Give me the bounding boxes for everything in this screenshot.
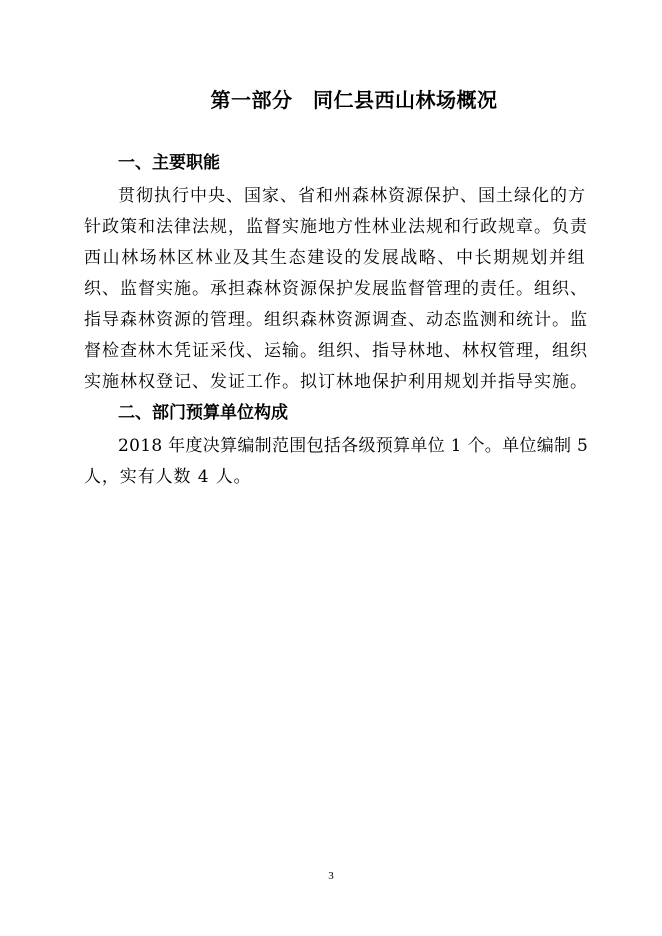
paragraph-line: 西山林场林区林业及其生态建设的发展战略、中长期规划并组 bbox=[84, 248, 587, 268]
page-number: 3 bbox=[328, 870, 334, 882]
paragraph-line: 督检查林木凭证采伐、运输。组织、指导林地、林权管理，组织 bbox=[84, 341, 588, 361]
paragraph-line: 织、监督实施。承担森林资源保护发展监督管理的责任。组织、 bbox=[84, 279, 588, 299]
paragraph-line: 2018 年度决算编制范围包括各级预算单位 1 个。单位编制 5 bbox=[118, 436, 589, 456]
section-heading-functions: 一、主要职能 bbox=[118, 153, 220, 173]
paragraph-line: 人，实有人数 4 人。 bbox=[84, 467, 252, 487]
paragraph-line: 贯彻执行中央、国家、省和州森林资源保护、国土绿化的方 bbox=[118, 186, 586, 206]
paragraph-line: 指导森林资源的管理。组织森林资源调查、动态监测和统计。监 bbox=[84, 310, 588, 330]
section-heading-budget-units: 二、部门预算单位构成 bbox=[118, 403, 288, 423]
page-title: 第一部分 同仁县西山林场概况 bbox=[210, 88, 498, 112]
paragraph-line: 实施林权登记、发证工作。拟订林地保护利用规划并指导实施。 bbox=[84, 372, 588, 392]
paragraph-line: 针政策和法律法规，监督实施地方性林业法规和行政规章。负责 bbox=[84, 217, 588, 237]
